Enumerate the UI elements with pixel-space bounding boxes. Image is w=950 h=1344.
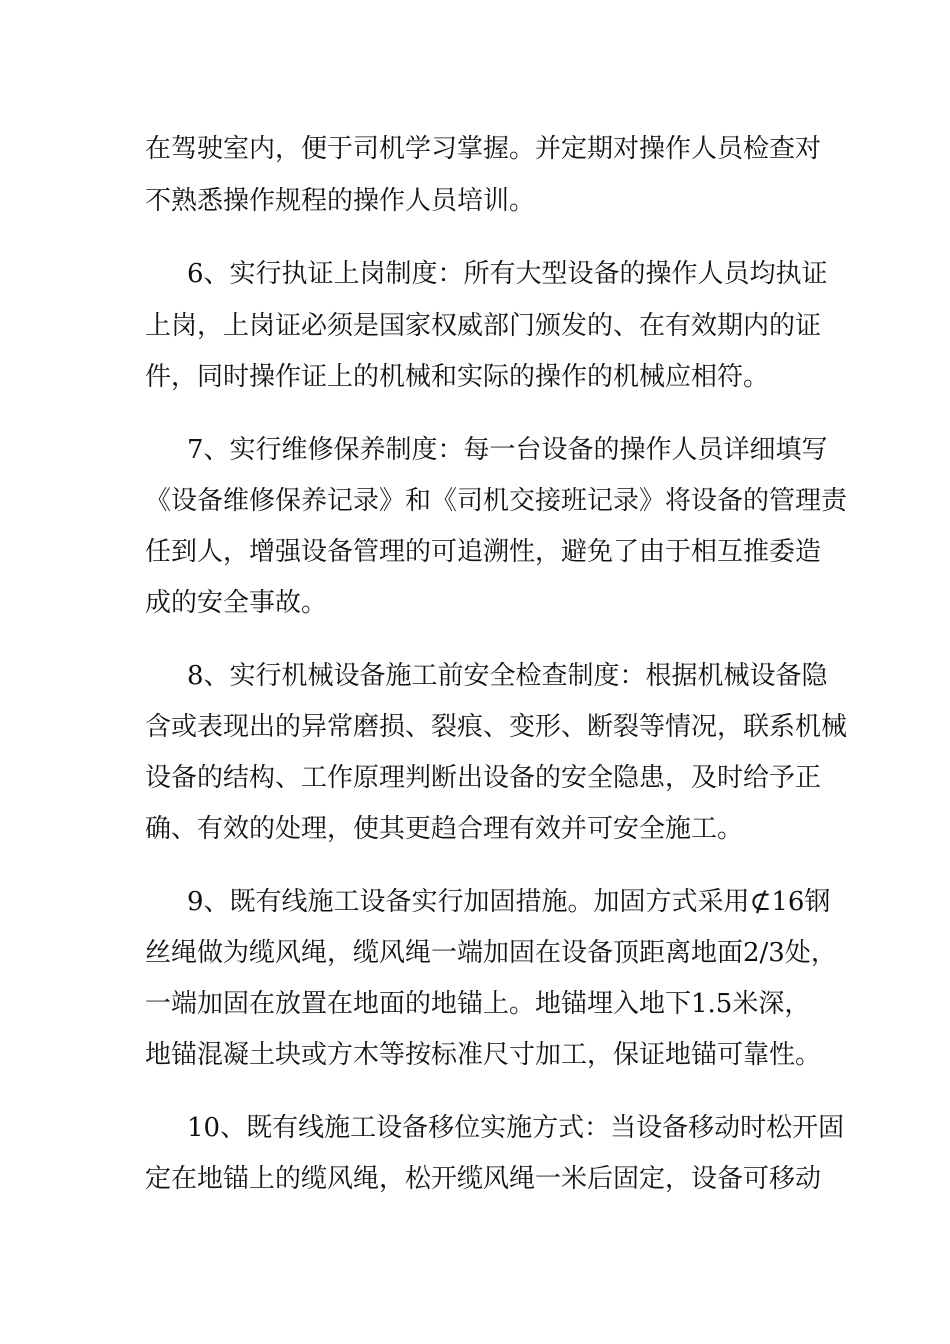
paragraph-line: 8、实行机械设备施工前安全检查制度：根据机械设备隐: [187, 661, 828, 691]
paragraph-line: 丝绳做为缆风绳，缆风绳一端加固在设备顶距离地面2/3处，: [145, 938, 837, 968]
paragraph-line: 确、有效的处理，使其更趋合理有效并可安全施工。: [145, 814, 744, 844]
paragraph-line: 不熟悉操作规程的操作人员培训。: [145, 186, 536, 216]
paragraph-line: 6、实行执证上岗制度：所有大型设备的操作人员均执证: [187, 259, 828, 289]
paragraph-line: 任到人，增强设备管理的可追溯性，避免了由于相互推委造: [145, 537, 822, 567]
paragraph-line: 《设备维修保养记录》和《司机交接班记录》将设备的管理责: [145, 486, 848, 516]
paragraph-line: 在驾驶室内，便于司机学习掌握。并定期对操作人员检查对: [145, 134, 822, 164]
paragraph-line: 一端加固在放置在地面的地锚上。地锚埋入地下1.5米深，: [145, 989, 811, 1019]
paragraph-line: 9、既有线施工设备实行加固措施。加固方式采用⊄16钢: [187, 887, 831, 917]
paragraph-line: 成的安全事故。: [145, 588, 328, 618]
paragraph-line: 10、既有线施工设备移位实施方式：当设备移动时松开固: [187, 1113, 845, 1143]
paragraph-line: 件，同时操作证上的机械和实际的操作的机械应相符。: [145, 362, 770, 392]
paragraph-line: 含或表现出的异常磨损、裂痕、变形、断裂等情况，联系机械: [145, 712, 848, 742]
paragraph-line: 7、实行维修保养制度：每一台设备的操作人员详细填写: [187, 435, 828, 465]
paragraph-line: 定在地锚上的缆风绳，松开缆风绳一米后固定，设备可移动: [145, 1164, 822, 1194]
paragraph-line: 上岗，上岗证必须是国家权威部门颁发的、在有效期内的证: [145, 311, 822, 341]
paragraph-line: 地锚混凝土块或方木等按标准尺寸加工，保证地锚可靠性。: [145, 1040, 822, 1070]
paragraph-line: 设备的结构、工作原理判断出设备的安全隐患，及时给予正: [145, 763, 822, 793]
